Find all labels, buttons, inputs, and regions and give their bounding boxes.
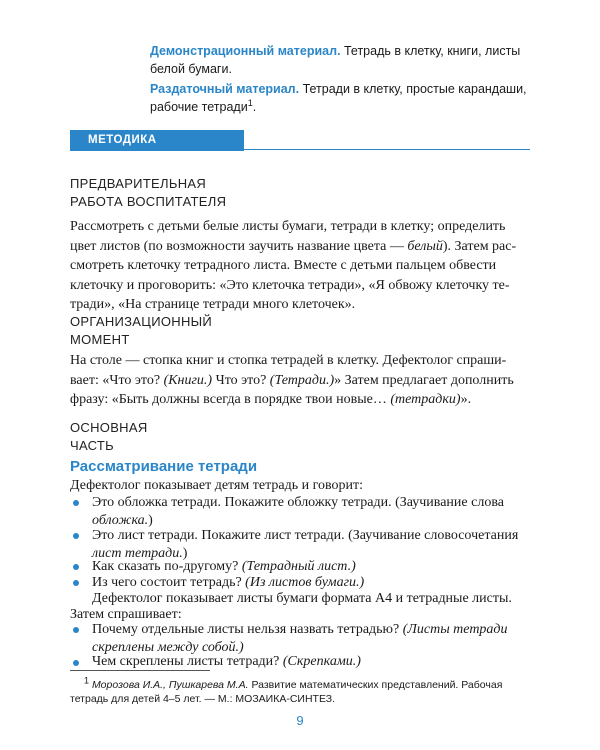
bullet-icon — [73, 533, 79, 539]
organizational-paragraph: На столе — стопка книг и стопка тетрадей в клетку. Дефектолог спраши- вает: «Что это? (Книги.) Что это? (Тетради.)» Затем предлагает дополнить фразу: «Быть должны всегда в порядке твои новые… (тетрадки)». — [70, 353, 514, 407]
paragraph-asks: Затем спрашивает: — [70, 607, 182, 622]
demo-material-label: Демонстрационный материал. — [150, 44, 341, 58]
paragraph-a4: Дефектолог показывает листы бумаги формата А4 и тетрадные листы. — [92, 591, 512, 606]
preliminary-paragraph: Рассмотреть с детьми белые листы бумаги, тетради в клетку; определить цвет листов (по возможности заучить название цвета — белый). Затем рас- смотреть клеточку тетрадного листа. Вместе с детьми пальцем обвести клеточку и проговорить: «Это клеточка тетради», «Я обвожу клеточку те- тради», «На странице тетради много клеточек». — [70, 219, 517, 312]
footnote-ref: 1 — [247, 97, 253, 108]
list-item: Как сказать по-другому? (Тетрадный лист.) — [92, 559, 356, 574]
section-banner: МЕТОДИКА ПРОВЕДЕНИЯ — [70, 130, 244, 151]
list-item: Почему отдельные листы нельзя назвать тетрадью? (Листы тетради скреплены между собой.) — [92, 622, 508, 655]
footnote: 1 Морозова И.А., Пушкарева М.А. Развитие математических представлений. Рабочая тетрадь для детей 4–5 лет. — М.: МОЗАИКА-СИНТЕЗ. — [70, 675, 503, 705]
handout-material-label: Раздаточный материал. — [150, 82, 300, 96]
footnote-rule — [70, 670, 210, 671]
bullet-icon — [73, 660, 79, 666]
bullet-icon — [73, 500, 79, 506]
bullet-icon — [73, 580, 79, 586]
subheading-notebook: Рассматривание тетради — [70, 458, 258, 475]
list-item: Это лист тетради. Покажите лист тетради. (Заучивание словосочетания лист тетради.) — [92, 528, 519, 561]
section-heading-main: ОСНОВНАЯ ЧАСТЬ — [70, 420, 148, 453]
page-number: 9 — [296, 713, 304, 728]
handout-material: Раздаточный материал. Тетради в клетку, простые карандаши, рабочие тетради$^1$. — [150, 82, 527, 114]
list-item: Из чего состоит тетрадь? (Из листов бумаги.) — [92, 575, 365, 590]
intro-line: Дефектолог показывает детям тетрадь и говорит: — [70, 478, 364, 493]
banner-rule — [244, 149, 530, 150]
section-heading-preliminary: ПРЕДВАРИТЕЛЬНАЯ РАБОТА ВОСПИТАТЕЛЯ — [70, 176, 227, 209]
bullet-icon — [73, 627, 79, 633]
list-item: Это обложка тетради. Покажите обложку тетради. (Заучивание слова обложка.) — [92, 495, 504, 528]
bullet-icon — [73, 564, 79, 570]
list-item: Чем скреплены листы тетради? (Скрепками.) — [92, 654, 361, 669]
section-heading-organizational: ОРГАНИЗАЦИОННЫЙ МОМЕНТ — [70, 314, 213, 347]
demo-material: Демонстрационный материал. Тетрадь в клетку, книги, листы белой бумаги. — [150, 44, 521, 76]
